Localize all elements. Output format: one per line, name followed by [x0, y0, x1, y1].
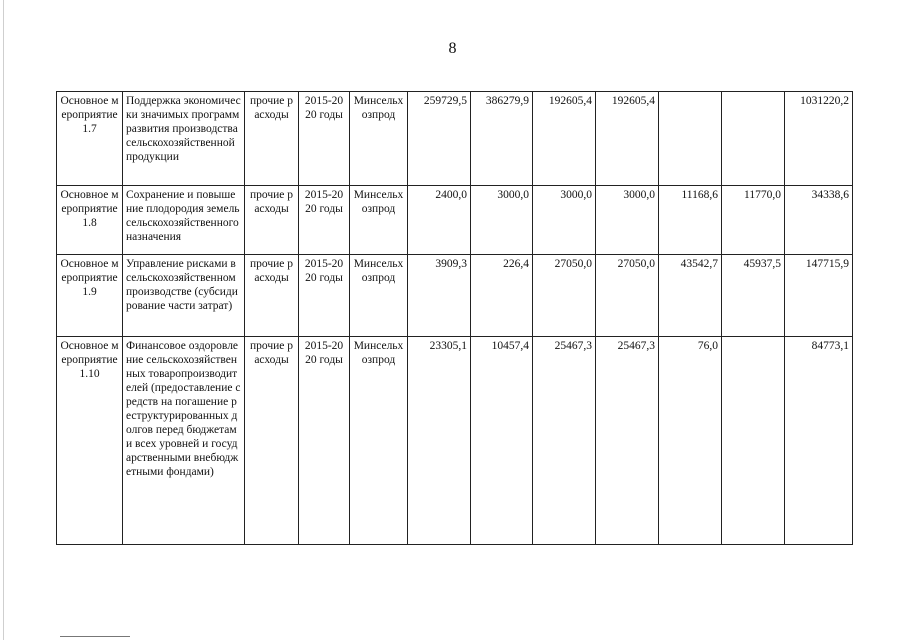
value-cell: 11168,6	[659, 186, 722, 255]
value-cell	[722, 337, 785, 545]
table-row	[57, 186, 853, 255]
cost-type-cell: прочие расходы	[245, 255, 299, 337]
event-name-cell: Поддержка экономически значимых программ развития производства сельскохозяйственной продукции	[123, 92, 245, 186]
value-cell	[722, 92, 785, 186]
cost-type-cell: прочие расходы	[245, 337, 299, 545]
value-cell: 192605,4	[596, 92, 659, 186]
table-row	[57, 92, 853, 186]
value-cell: 27050,0	[533, 255, 596, 337]
value-cell: 3909,3	[408, 255, 471, 337]
value-cell: 25467,3	[596, 337, 659, 545]
value-cell: 226,4	[471, 255, 533, 337]
cost-type-cell: прочие расходы	[245, 92, 299, 186]
cost-type-cell: прочие расходы	[245, 186, 299, 255]
table-row	[57, 337, 853, 545]
table-row	[57, 255, 853, 337]
total-cell: 84773,1	[785, 337, 853, 545]
value-cell: 10457,4	[471, 337, 533, 545]
value-cell: 76,0	[659, 337, 722, 545]
value-cell	[659, 92, 722, 186]
value-cell: 386279,9	[471, 92, 533, 186]
period-cell: 2015-2020 годы	[299, 186, 350, 255]
total-cell: 34338,6	[785, 186, 853, 255]
executor-cell: Минсельхозпрод	[350, 92, 408, 186]
executor-cell: Минсельхозпрод	[350, 337, 408, 545]
total-cell: 147715,9	[785, 255, 853, 337]
total-cell: 1031220,2	[785, 92, 853, 186]
period-cell: 2015-2020 годы	[299, 255, 350, 337]
executor-cell: Минсельхозпрод	[350, 186, 408, 255]
value-cell: 192605,4	[533, 92, 596, 186]
event-name-cell: Управление рисками в сельскохозяйственном производстве (субсидирование части затрат)	[123, 255, 245, 337]
program-table	[56, 91, 853, 545]
page-number: 8	[448, 40, 457, 57]
event-name-cell: Финансовое оздоровление сельскохозяйственных товаропроизводителей (предоставление средств на погашение реструктурированных долгов перед бюджетами всех уровней и государственными внебюджетными фондами)	[123, 337, 245, 545]
value-cell: 259729,5	[408, 92, 471, 186]
event-name-cell: Сохранение и повышение плодородия земель сельскохозяйственного назначения	[123, 186, 245, 255]
event-type-cell: Основное мероприятие 1.8	[57, 186, 123, 255]
value-cell: 3000,0	[533, 186, 596, 255]
event-type-cell: Основное мероприятие 1.7	[57, 92, 123, 186]
value-cell: 27050,0	[596, 255, 659, 337]
value-cell: 11770,0	[722, 186, 785, 255]
value-cell: 3000,0	[596, 186, 659, 255]
page-left-edge	[3, 0, 4, 640]
event-type-cell: Основное мероприятие 1.9	[57, 255, 123, 337]
value-cell: 45937,5	[722, 255, 785, 337]
period-cell: 2015-2020 годы	[299, 337, 350, 545]
scan-mark	[60, 636, 130, 637]
value-cell: 2400,0	[408, 186, 471, 255]
event-type-cell: Основное мероприятие 1.10	[57, 337, 123, 545]
value-cell: 3000,0	[471, 186, 533, 255]
executor-cell: Минсельхозпрод	[350, 255, 408, 337]
value-cell: 23305,1	[408, 337, 471, 545]
value-cell: 43542,7	[659, 255, 722, 337]
period-cell: 2015-2020 годы	[299, 92, 350, 186]
value-cell: 25467,3	[533, 337, 596, 545]
